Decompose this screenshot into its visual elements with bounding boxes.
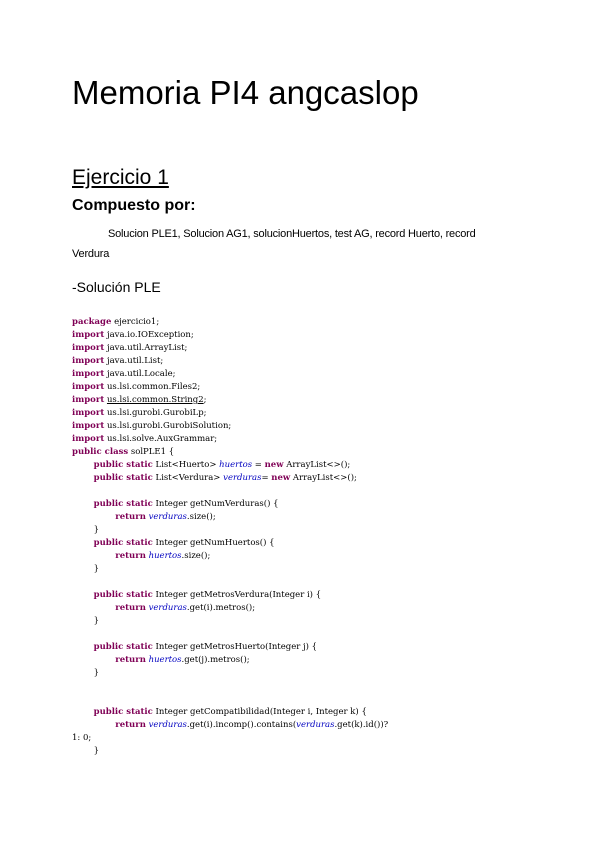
code-token: import xyxy=(72,356,105,366)
code-token: Integer getMetrosHuerto(Integer j) { xyxy=(152,642,318,652)
code-token: java.util.ArrayList; xyxy=(104,343,188,353)
code-token: huertos xyxy=(219,460,253,470)
section-heading: Ejercicio 1 xyxy=(72,166,169,189)
code-token: public static xyxy=(93,707,153,717)
code-line xyxy=(72,550,562,563)
code-token: import xyxy=(72,382,105,392)
code-token: verduras xyxy=(223,473,262,483)
code-token xyxy=(72,590,94,600)
code-token: ArrayList<>(); xyxy=(283,460,351,470)
code-line xyxy=(72,407,562,420)
code-line xyxy=(72,394,562,407)
code-token: Integer getNumHuertos() { xyxy=(152,538,275,548)
code-line xyxy=(72,576,562,589)
code-line xyxy=(72,667,562,680)
code-token: .size(); xyxy=(181,551,211,561)
code-token: public static xyxy=(93,538,153,548)
code-token: } xyxy=(72,616,100,626)
code-token xyxy=(72,512,115,522)
components-list-text: Solucion PLE1, Solucion AG1, solucionHuertos, test AG, record Huerto, record Verdura xyxy=(72,228,476,260)
code-token: return xyxy=(115,655,146,665)
code-line xyxy=(72,316,562,329)
code-token: huertos xyxy=(148,551,182,561)
code-token: verduras xyxy=(296,720,335,730)
sub-heading: Compuesto por: xyxy=(72,197,196,214)
code-token xyxy=(72,473,94,483)
document-title: Memoria PI4 angcaslop xyxy=(72,74,419,111)
code-token: .get(i).incomp().contains( xyxy=(186,720,297,730)
code-token: public static xyxy=(93,499,153,509)
code-token: return xyxy=(115,603,146,613)
code-line xyxy=(72,342,562,355)
code-token xyxy=(72,538,94,548)
code-token: Integer getCompatibilidad(Integer i, Integer k) { xyxy=(152,707,367,717)
code-token: java.io.IOException; xyxy=(104,330,194,340)
code-line xyxy=(72,329,562,342)
code-token: us.lsi.solve.AuxGrammar; xyxy=(104,434,218,444)
code-token: verduras xyxy=(148,603,187,613)
code-line xyxy=(72,628,562,641)
code-token: import xyxy=(72,369,105,379)
code-token: .get(i).metros(); xyxy=(186,603,256,613)
code-token: java.util.List; xyxy=(104,356,164,366)
code-token: ejercicio1; xyxy=(111,317,160,327)
code-line xyxy=(72,537,562,550)
code-token: java.util.Locale; xyxy=(104,369,176,379)
code-token xyxy=(72,460,94,470)
code-line xyxy=(72,732,562,745)
code-line xyxy=(72,563,562,576)
code-token: List<Verdura> xyxy=(152,473,224,483)
code-line xyxy=(72,472,562,485)
code-token: import xyxy=(72,395,105,405)
code-token: List<Huerto> xyxy=(152,460,220,470)
code-token: solPLE1 { xyxy=(128,447,175,457)
code-token: ; xyxy=(203,395,207,405)
code-token xyxy=(72,720,115,730)
code-token: return xyxy=(115,720,146,730)
code-line xyxy=(72,368,562,381)
code-token: Integer getMetrosVerdura(Integer i) { xyxy=(152,590,322,600)
code-line xyxy=(72,706,562,719)
code-line xyxy=(72,654,562,667)
code-token: } xyxy=(72,746,100,756)
code-token: Integer getNumVerduras() { xyxy=(152,499,279,509)
code-token: import xyxy=(72,408,105,418)
code-block xyxy=(72,316,562,758)
code-line xyxy=(72,641,562,654)
code-line xyxy=(72,485,562,498)
code-token: import xyxy=(72,343,105,353)
code-token xyxy=(72,642,94,652)
code-line xyxy=(72,589,562,602)
code-token: import xyxy=(72,434,105,444)
code-token: 1: 0; xyxy=(72,733,92,743)
code-line xyxy=(72,693,562,706)
code-token: ArrayList<>(); xyxy=(290,473,357,483)
code-token: public static xyxy=(93,642,153,652)
code-token: huertos xyxy=(148,655,182,665)
code-token xyxy=(72,707,94,717)
code-token: new xyxy=(271,473,291,483)
code-line xyxy=(72,381,562,394)
code-line xyxy=(72,433,562,446)
code-line xyxy=(72,498,562,511)
code-token xyxy=(72,551,115,561)
code-line xyxy=(72,745,562,758)
code-token: package xyxy=(72,317,112,327)
code-token: us.lsi.common.String2 xyxy=(106,395,204,405)
code-line xyxy=(72,355,562,368)
code-line xyxy=(72,511,562,524)
code-token: import xyxy=(72,330,105,340)
code-line xyxy=(72,524,562,537)
code-token: = xyxy=(261,473,272,483)
code-token xyxy=(72,499,94,509)
code-token: public static xyxy=(93,473,153,483)
code-token: new xyxy=(264,460,284,470)
code-token xyxy=(72,603,115,613)
code-token: return xyxy=(115,512,146,522)
code-line xyxy=(72,602,562,615)
code-token: import xyxy=(72,421,105,431)
code-token: verduras xyxy=(148,720,187,730)
code-line xyxy=(72,615,562,628)
code-line xyxy=(72,680,562,693)
code-token: public static xyxy=(93,460,153,470)
code-token: us.lsi.gurobi.GurobiLp; xyxy=(104,408,207,418)
code-token: = xyxy=(252,460,265,470)
code-token: us.lsi.gurobi.GurobiSolution; xyxy=(104,421,232,431)
code-token: } xyxy=(72,668,100,678)
code-token: public class xyxy=(72,447,129,457)
solution-label: -Solución PLE xyxy=(72,279,161,295)
code-token: return xyxy=(115,551,146,561)
code-token: .get(j).metros(); xyxy=(181,655,250,665)
code-token xyxy=(72,655,115,665)
code-line xyxy=(72,420,562,433)
code-token: .size(); xyxy=(186,512,216,522)
code-line xyxy=(72,719,562,732)
code-token: public static xyxy=(93,590,153,600)
code-token: us.lsi.common.Files2; xyxy=(104,382,201,392)
code-line xyxy=(72,459,562,472)
code-token: .get(k).id())? xyxy=(334,720,389,730)
code-line xyxy=(72,446,562,459)
code-token: } xyxy=(72,525,100,535)
code-token: verduras xyxy=(148,512,187,522)
code-token: } xyxy=(72,564,100,574)
